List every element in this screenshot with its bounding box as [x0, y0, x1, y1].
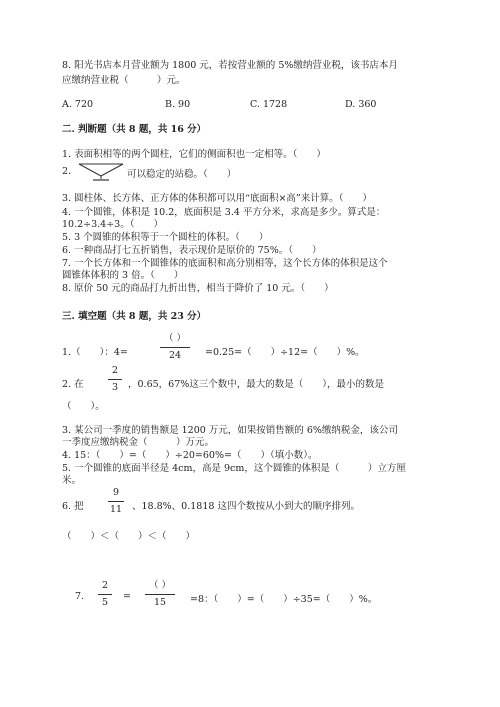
fill-q3-line2: 一季度应缴纳税金（ ）万元。	[62, 437, 215, 448]
judge-q6: 6. 一种商品打七五折销售，表示现价是原价的 75%。（ ）	[62, 245, 322, 256]
fill-q7-fraction1	[98, 580, 112, 609]
choice-option-d: D. 360	[345, 99, 377, 110]
fill-q5-line2: 米。	[62, 475, 82, 486]
fill-q1-fraction-numerator: （ ）	[163, 333, 187, 344]
fraction-bar	[160, 347, 190, 348]
fill-q5-line1: 5. 一个圆锥的底面半径是 4cm，高是 9cm，这个圆锥的体积是（ ）立方厘	[62, 463, 406, 474]
choice-option-c: C. 1728	[250, 99, 288, 110]
scale-figure-icon	[77, 162, 125, 182]
fill-q7-fraction1-denominator: 5	[101, 597, 109, 608]
fill-q2-fraction	[108, 365, 122, 394]
fill-q7-fraction2	[145, 580, 175, 609]
judge-section-header: 二. 判断题（共 8 题，共 16 分）	[62, 124, 207, 135]
choice-q8-line2: 应缴纳营业税（ ）元。	[62, 75, 186, 86]
fill-q2-fraction-denominator: 3	[111, 382, 119, 393]
fill-q7-number: 7.	[75, 591, 85, 602]
judge-q2-number: 2.	[62, 166, 72, 177]
fill-q1-fraction-denominator: 24	[168, 350, 182, 361]
fill-q6-fraction-numerator: 9	[112, 487, 120, 498]
judge-q8: 8. 原价 50 元的商品打九折出售，相当于降价了 10 元。（ ）	[62, 283, 334, 294]
fill-q6-part2: 、18.8%、0.1818 这四个数按从小到大的顺序排列。	[132, 501, 360, 512]
fill-q7-fraction2-denominator: 15	[153, 597, 167, 608]
choice-option-a: A. 720	[62, 99, 94, 110]
fill-q3-line1: 3. 某公司一季度的销售额是 1200 万元，如果按销售额的 6%缴纳税金，该公司	[62, 425, 398, 436]
judge-q3: 3. 圆柱体、长方体、正方体的体积都可以用“底面积×高”来计算。（ ）	[62, 193, 373, 204]
fill-section-header: 三. 填空题（共 8 题，共 23 分）	[62, 311, 207, 322]
fill-q7-fraction2-numerator: （ ）	[148, 580, 172, 591]
fill-q4: 4. 15：（ ）=（ ）÷20=60%=（ ）（填小数）。	[62, 450, 318, 461]
fill-q7-equals: =	[123, 591, 131, 602]
fraction-bar	[145, 594, 175, 595]
fill-q1-part2: =0.25=（ ）÷12=（ ）%。	[205, 347, 365, 358]
judge-q1: 1. 表面积相等的两个圆柱，它们的侧面积也一定相等。（ ）	[62, 149, 326, 160]
fill-q2-part3: （ ）。	[62, 401, 105, 412]
choice-q8-line1: 8. 阳光书店本月营业额为 1800 元，若按营业额的 5%缴纳营业税，该书店本月	[62, 60, 398, 71]
fill-q6-order-blanks: （ ）＜（ ）＜（ ）	[62, 531, 196, 542]
fill-q2-fraction-numerator: 2	[111, 365, 119, 376]
judge-q4-line2: 10.2÷3.4÷3。（ ）	[62, 219, 163, 230]
judge-q2-text: 可以稳定的站稳。（ ）	[127, 169, 237, 180]
choice-option-b: B. 90	[165, 99, 191, 110]
fill-q1-part1: 1.（ ）：4=	[62, 347, 128, 358]
fraction-bar	[98, 594, 112, 595]
judge-q5: 5. 3 个圆锥的体积等于一个圆柱的体积。（ ）	[62, 232, 269, 243]
fill-q2-part2: ，0.65，67%这三个数中，最大的数是（ ），最小的数是	[128, 379, 385, 390]
fill-q6-part1: 6. 把	[62, 501, 84, 512]
judge-q4-line1: 4. 一个圆锥，体积是 10.2，底面积是 3.4 平方分米，求高是多少。算式是：	[62, 207, 386, 218]
fill-q6-fraction	[108, 487, 124, 516]
fill-q2-part1: 2. 在	[62, 379, 84, 390]
fill-q7-fraction1-numerator: 2	[101, 580, 109, 591]
fraction-bar	[108, 501, 124, 502]
fill-q1-fraction	[160, 333, 190, 362]
judge-q7-line2: 圆锥体体积的 3 倍。（ ）	[62, 270, 184, 281]
fill-q7-part2: =8：（ ）=（ ）÷35=（ ）%。	[190, 594, 378, 605]
fraction-bar	[108, 379, 122, 380]
fill-q6-fraction-denominator: 11	[109, 504, 123, 515]
judge-q7-line1: 7. 一个长方体和一个圆锥体的底面积和高分别相等，这个长方体的体积是这个	[62, 258, 388, 269]
